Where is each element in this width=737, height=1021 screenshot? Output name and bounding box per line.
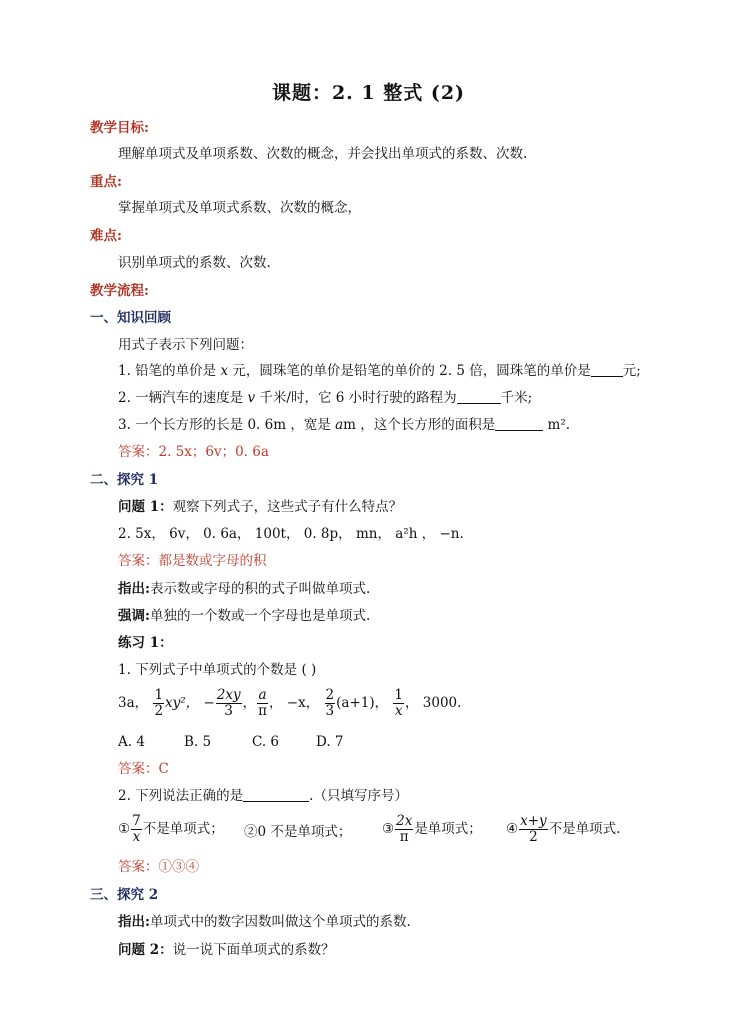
practice-2-item-3: ③ $\frac{2x}{\pi}$ 是单项式； xyxy=(382,813,482,845)
option-a: A. 4 xyxy=(118,734,145,750)
practice-1-expressions: 3a， $\frac{1}{2}$ xy²， − $\frac{2xy}{3}$ ， $\frac{a}{\pi}$ ， −x， $\frac{2}{3}$ (a+1)， $\frac{1}{x}$ ， 3000. xyxy=(118,687,462,719)
practice-2-question: 2. 下列说法正确的是 .（只填写序号） xyxy=(118,788,408,804)
practice-2-item-2: ②0 不是单项式； xyxy=(244,824,352,840)
flow-label: 教学流程: xyxy=(90,283,149,299)
fraction: $\frac{2x}{\pi}$ xyxy=(396,813,413,845)
question-2: 问题 2：说一说下面单项式的系数？ xyxy=(118,942,335,958)
definition-point: 指出:表示数或字母的积的式子叫做单项式. xyxy=(118,581,371,597)
part1-q3: 3. 一个长方形的长是 0. 6m ，宽是 am ，这个长方形的面积是 m². xyxy=(118,417,571,433)
practice-2-answer: 答案：①③④ xyxy=(118,859,199,875)
key-label: 重点: xyxy=(90,174,122,190)
option-c: C. 6 xyxy=(252,734,280,750)
practice-2-item-1: ① $\frac{7}{x}$ 不是单项式； xyxy=(118,813,224,845)
part2-heading: 二、探究 1 xyxy=(90,472,159,488)
practice-1-question: 1. 下列式子中单项式的个数是 ( ) xyxy=(118,662,317,678)
fraction: $\frac{1}{x}$ xyxy=(394,687,403,719)
page-title: 课题：2. 1 整式 (2) xyxy=(271,82,466,104)
coefficient-definition: 指出:单项式中的数字因数叫做这个单项式的系数. xyxy=(118,914,411,930)
fraction: $\frac{2xy}{3}$ xyxy=(216,687,241,719)
practice-2-item-4: ④ $\frac{x+y}{2}$ 不是单项式. xyxy=(506,813,621,845)
difficulty-label: 难点: xyxy=(90,228,122,244)
goal-label: 教学目标: xyxy=(90,120,149,136)
option-d: D. 7 xyxy=(316,734,344,750)
question-1: 问题 1：观察下列式子，这些式子有什么特点？ xyxy=(118,499,403,515)
stress-note: 强调:单独的一个数或一个字母也是单项式. xyxy=(118,608,371,624)
part1-heading: 一、知识回顾 xyxy=(90,310,171,326)
example-expressions: 2. 5x， 6v， 0. 6a， 100t， 0. 8p， mn， a²h ， −n. xyxy=(118,526,464,542)
part3-heading: 三、探究 2 xyxy=(90,887,159,903)
part1-q1: 1. 铅笔的单价是 x 元，圆珠笔的单价是铅笔的单价的 2. 5 倍，圆珠笔的单价是 元; xyxy=(118,363,641,379)
practice-1-label: 练习 1： xyxy=(118,635,173,651)
answer-blank xyxy=(495,416,543,431)
fraction: $\frac{1}{2}$ xyxy=(154,687,164,719)
fraction: $\frac{x+y}{2}$ xyxy=(520,813,547,845)
answer-blank xyxy=(243,787,309,802)
key-text: 掌握单项式及单项式系数、次数的概念， xyxy=(118,200,361,216)
answer-blank xyxy=(457,389,501,404)
option-b: B. 5 xyxy=(184,734,212,750)
part1-answer: 答案：2. 5x；6v；0. 6a xyxy=(118,444,269,460)
fraction: $\frac{a}{\pi}$ xyxy=(258,687,268,719)
goal-text: 理解单项式及单项系数、次数的概念，并会找出单项式的系数、次数. xyxy=(118,146,528,162)
fraction: $\frac{7}{x}$ xyxy=(132,813,141,845)
practice-1-answer: 答案：C xyxy=(118,761,169,777)
part1-intro: 用式子表示下列问题： xyxy=(118,337,253,353)
difficulty-text: 识别单项式的系数、次数. xyxy=(118,255,271,271)
answer-blank xyxy=(591,362,623,377)
question-1-answer: 答案：都是数或字母的积 xyxy=(118,553,267,569)
part1-q2: 2. 一辆汽车的速度是 v 千米/时，它 6 小时行驶的路程为 千米; xyxy=(118,390,533,406)
fraction: $\frac{2}{3}$ xyxy=(325,687,335,719)
